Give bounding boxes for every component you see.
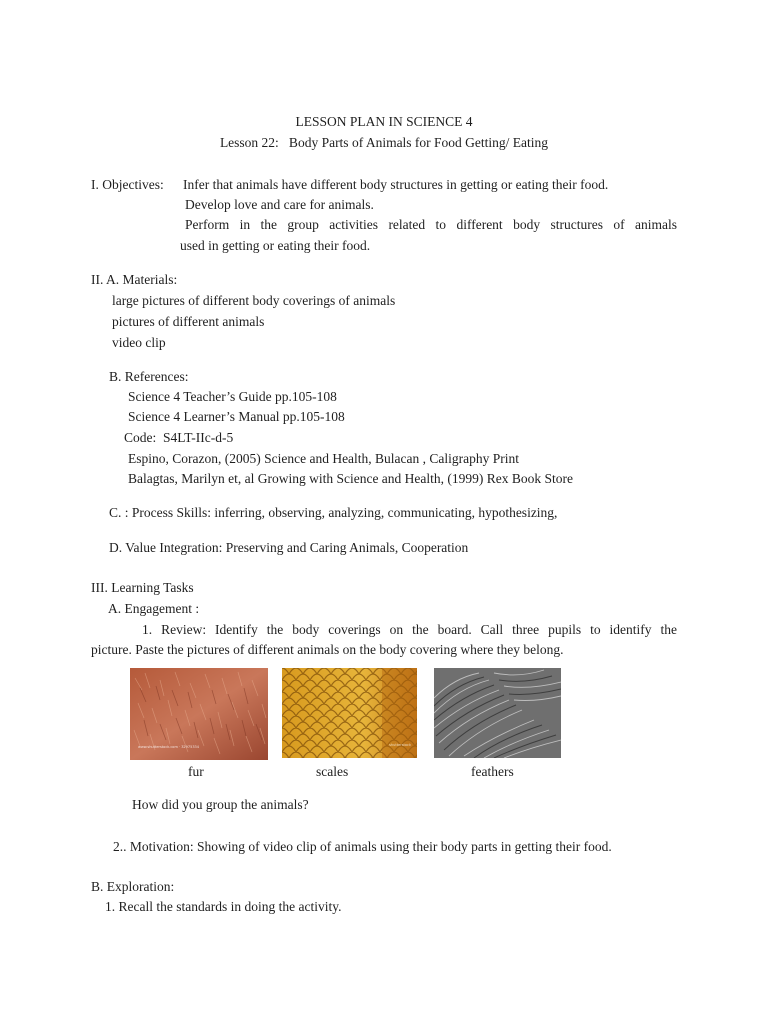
feathers-texture-image bbox=[434, 668, 561, 758]
scales-texture-image bbox=[282, 668, 417, 758]
scales-watermark: shutterstock bbox=[389, 743, 411, 747]
reference-item-1: Science 4 Teacher’s Guide pp.105-108 bbox=[128, 389, 337, 404]
value-integration: D. Value Integration: Preserving and Caring Animals, Cooperation bbox=[109, 540, 469, 555]
fur-watermark: www.shutterstock.com · 32975334 bbox=[138, 745, 200, 749]
objective-item-3-cont: used in getting or eating their food. bbox=[180, 238, 371, 253]
grouping-question: How did you group the animals? bbox=[132, 797, 309, 812]
fur-texture-image bbox=[130, 668, 268, 760]
reference-code: Code: S4LT-IIc-d-5 bbox=[124, 430, 234, 445]
material-item-2: pictures of different animals bbox=[112, 314, 265, 329]
objective-item-1: Infer that animals have different body structures in getting or eating their food. bbox=[183, 177, 609, 192]
page-title: LESSON PLAN IN SCIENCE 4 bbox=[295, 114, 473, 129]
material-item-1: large pictures of different body coverings of animals bbox=[112, 293, 396, 308]
exploration-label: B. Exploration: bbox=[91, 879, 175, 894]
caption-scales: scales bbox=[316, 764, 349, 779]
objective-item-2: Develop love and care for animals. bbox=[185, 197, 374, 212]
objective-item-3: Perform in the group activities related to different body structures of animals bbox=[185, 217, 677, 232]
reference-item-4: Balagtas, Marilyn et, al Growing with Science and Health, (1999) Rex Book Store bbox=[128, 471, 574, 486]
material-item-3: video clip bbox=[112, 335, 166, 350]
exploration-item-1: 1. Recall the standards in doing the activity. bbox=[105, 899, 342, 914]
engagement-label: A. Engagement : bbox=[108, 601, 200, 616]
reference-item-3: Espino, Corazon, (2005) Science and Health, Bulacan , Caligraphy Print bbox=[128, 451, 520, 466]
lesson-subtitle: Lesson 22: Body Parts of Animals for Food Getting/ Eating bbox=[219, 135, 549, 150]
review-line-2: picture. Paste the pictures of different animals on the body covering where they belong. bbox=[91, 642, 564, 657]
review-line-1: 1. Review: Identify the body coverings on the board. Call three pupils to identify the bbox=[142, 622, 677, 637]
caption-feathers: feathers bbox=[471, 764, 514, 779]
materials-label: II. A. Materials: bbox=[91, 272, 178, 287]
objectives-label: I. Objectives: bbox=[91, 177, 164, 192]
process-skills: C. : Process Skills: inferring, observing, analyzing, communicating, hypothesizing, bbox=[109, 505, 558, 520]
reference-item-2: Science 4 Learner’s Manual pp.105-108 bbox=[128, 409, 345, 424]
references-label: B. References: bbox=[109, 369, 189, 384]
caption-fur: fur bbox=[188, 764, 204, 779]
motivation: 2.. Motivation: Showing of video clip of animals using their body parts in getting their food. bbox=[113, 839, 612, 854]
learning-tasks-label: III. Learning Tasks bbox=[91, 580, 194, 595]
